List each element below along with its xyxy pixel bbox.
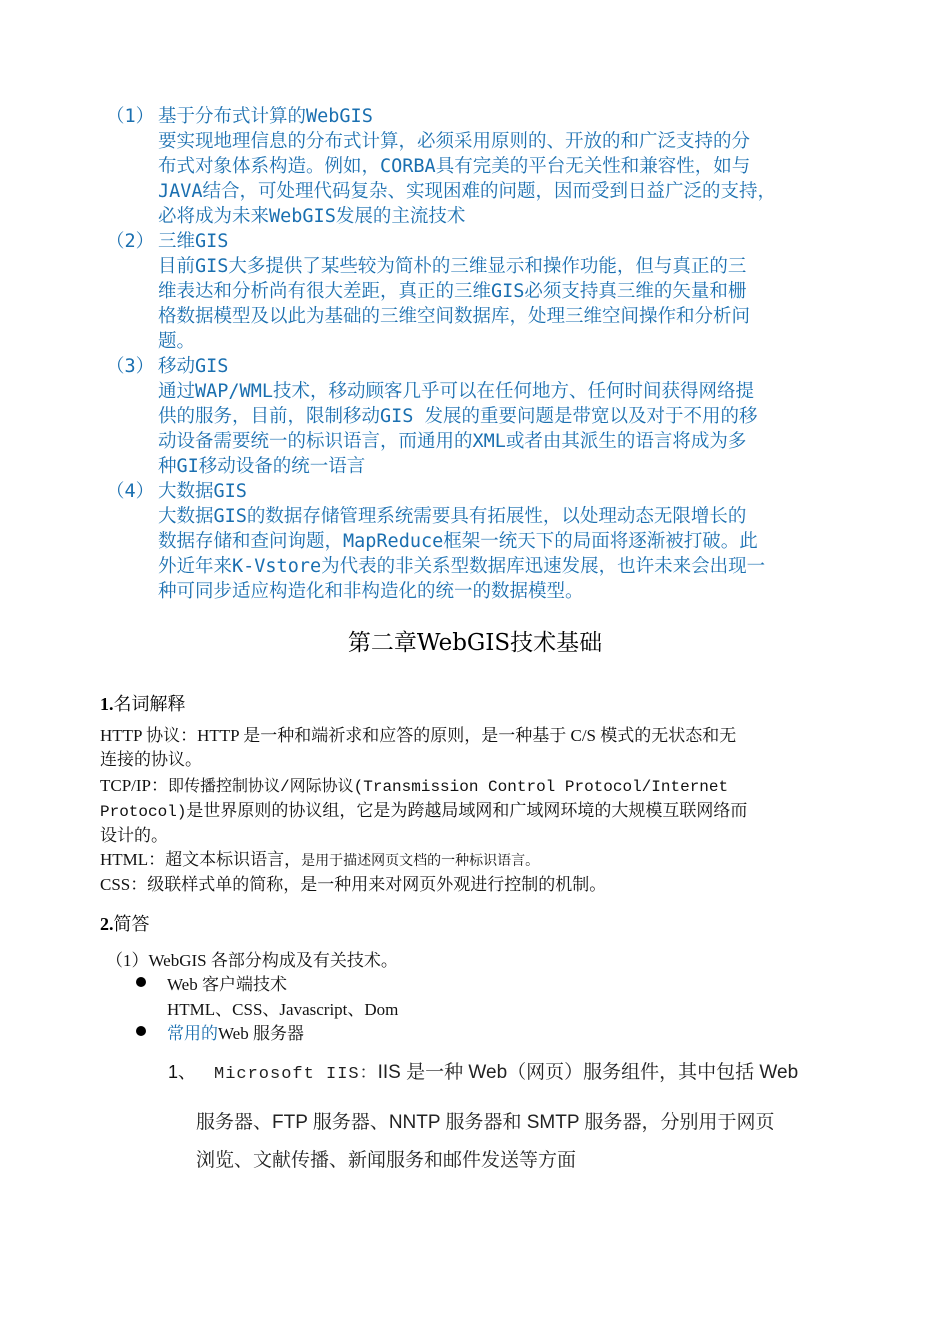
item-heading: 三维GIS bbox=[158, 231, 229, 252]
iis-line-1 bbox=[214, 1057, 854, 1084]
term-tcpip bbox=[100, 774, 830, 848]
term-text: 常用的 bbox=[167, 1024, 218, 1043]
text-line: 供的服务，目前，限制移动GIS 发展的重要问题是带宽以及对于不用的移 bbox=[158, 406, 758, 427]
bullet-dot bbox=[136, 1026, 146, 1036]
text-line: 连接的协议。 bbox=[100, 750, 202, 769]
term-label: Microsoft IIS： bbox=[214, 1065, 378, 1084]
chapter-title: 第二章WebGIS技术基础 bbox=[347, 630, 603, 656]
text-line: 种可同步适应构造化和非构造化的统一的数据模型。 bbox=[158, 581, 584, 602]
text-line: JAVA结合，可处理代码复杂、实现困难的问题，因而受到日益广泛的支持， bbox=[158, 181, 777, 202]
item-heading: 大数据GIS bbox=[158, 481, 247, 502]
term-text: 是用于描述网页文档的一种标识语言。 bbox=[301, 854, 540, 869]
item-number: （1） bbox=[106, 106, 155, 127]
text-line: 题。 bbox=[158, 331, 196, 352]
iis-line-2: 服务器、FTP 服务器、NNTP 服务器和 SMTP 服务器，分别用于网页 bbox=[196, 1112, 775, 1133]
bullet-dot bbox=[136, 977, 146, 987]
text-line: 动设备需要统一的标识语言，而通用的XML或者由其派生的语言将成为多 bbox=[158, 431, 747, 452]
list-number: 1、 bbox=[168, 1062, 197, 1082]
item-heading: 移动GIS bbox=[158, 356, 229, 377]
text-line: 格数据模型及以此为基础的三维空间数据库，处理三维空间操作和分析问 bbox=[158, 306, 751, 327]
text-line: HTTP 协议：HTTP 是一种和端祈求和应答的原则，是一种基于 C/S 模式的无状态和无 bbox=[100, 726, 737, 745]
text-line bbox=[100, 774, 830, 799]
text-line: 要实现地理信息的分布式计算，必须采用原则的、开放的和广泛支持的分 bbox=[158, 131, 751, 152]
text-line bbox=[100, 799, 830, 824]
section-heading-terms bbox=[100, 690, 186, 716]
text-line: 维表达和分析尚有很大差距，真正的三维GIS必须支持真三维的矢量和栅 bbox=[158, 281, 747, 302]
text-line: 通过WAP/WML技术，移动顾客几乎可以在任何地方、任何时间获得网络提 bbox=[158, 381, 754, 402]
text-line: 必将成为未来WebGIS发展的主流技术 bbox=[158, 206, 466, 227]
term-text: Protocol) bbox=[100, 803, 187, 821]
term-text: Web 服务器 bbox=[218, 1024, 304, 1043]
term-css: CSS：级联样式单的简称，是一种用来对网页外观进行控制的机制。 bbox=[100, 875, 607, 894]
iis-line-3: 浏览、文献传播、新闻服务和邮件发送等方面 bbox=[196, 1150, 577, 1171]
item-number: （4） bbox=[106, 481, 155, 502]
section-number: 2. bbox=[100, 914, 114, 934]
bullet-item-title bbox=[167, 1019, 304, 1044]
term-text: IIS 是一种 Web（网页）服务组件，其中包括 Web bbox=[377, 1062, 799, 1083]
item-paragraph bbox=[158, 504, 848, 604]
item-number: （3） bbox=[106, 356, 155, 377]
term-text: 是世界原则的协议组，它是为跨越局域网和广域网环境的大规模互联网络而 bbox=[186, 801, 748, 820]
text-line: 种GI移动设备的统一语言 bbox=[158, 456, 366, 477]
text-line: 大数据GIS的数据存储管理系统需要具有拓展性，以处理动态无限增长的 bbox=[158, 506, 747, 527]
term-http bbox=[100, 724, 830, 772]
bullet-item-sub: HTML、CSS、Javascript、Dom bbox=[167, 1000, 399, 1019]
section-heading-qa bbox=[100, 910, 150, 936]
bullet-item-title: Web 客户端技术 bbox=[167, 975, 287, 994]
text-line: 目前GIS大多提供了某些较为简朴的三维显示和操作功能，但与真正的三 bbox=[158, 256, 747, 277]
section-title: 名词解释 bbox=[113, 694, 186, 714]
item-paragraph bbox=[158, 379, 848, 479]
item-heading: 基于分布式计算的WebGIS bbox=[158, 106, 373, 127]
term-label: TCP/IP： bbox=[100, 776, 169, 795]
section-title: 简答 bbox=[113, 914, 150, 934]
term-html bbox=[100, 848, 830, 874]
section-number: 1. bbox=[100, 694, 114, 714]
text-line: 外近年来K-Vstore为代表的非关系型数据库迅速发展，也许未来会出现一 bbox=[158, 556, 766, 577]
text-line: 数据存储和查问询题，MapReduce框架一统天下的局面将逐渐被打破。此 bbox=[158, 531, 758, 552]
term-text: 即传播控制协议/网际协议(Transmission Control Protocol/Internet bbox=[168, 778, 729, 796]
item-paragraph bbox=[158, 129, 848, 229]
question-1: （1）WebGIS 各部分构成及有关技术。 bbox=[106, 951, 398, 970]
text-line: 布式对象体系构造。例如，CORBA具有完美的平台无关性和兼容性，如与 bbox=[158, 156, 751, 177]
term-text: HTML：超文本标识语言， bbox=[100, 850, 302, 869]
text-line: 设计的。 bbox=[100, 826, 168, 845]
item-number: （2） bbox=[106, 231, 155, 252]
item-paragraph bbox=[158, 254, 848, 354]
